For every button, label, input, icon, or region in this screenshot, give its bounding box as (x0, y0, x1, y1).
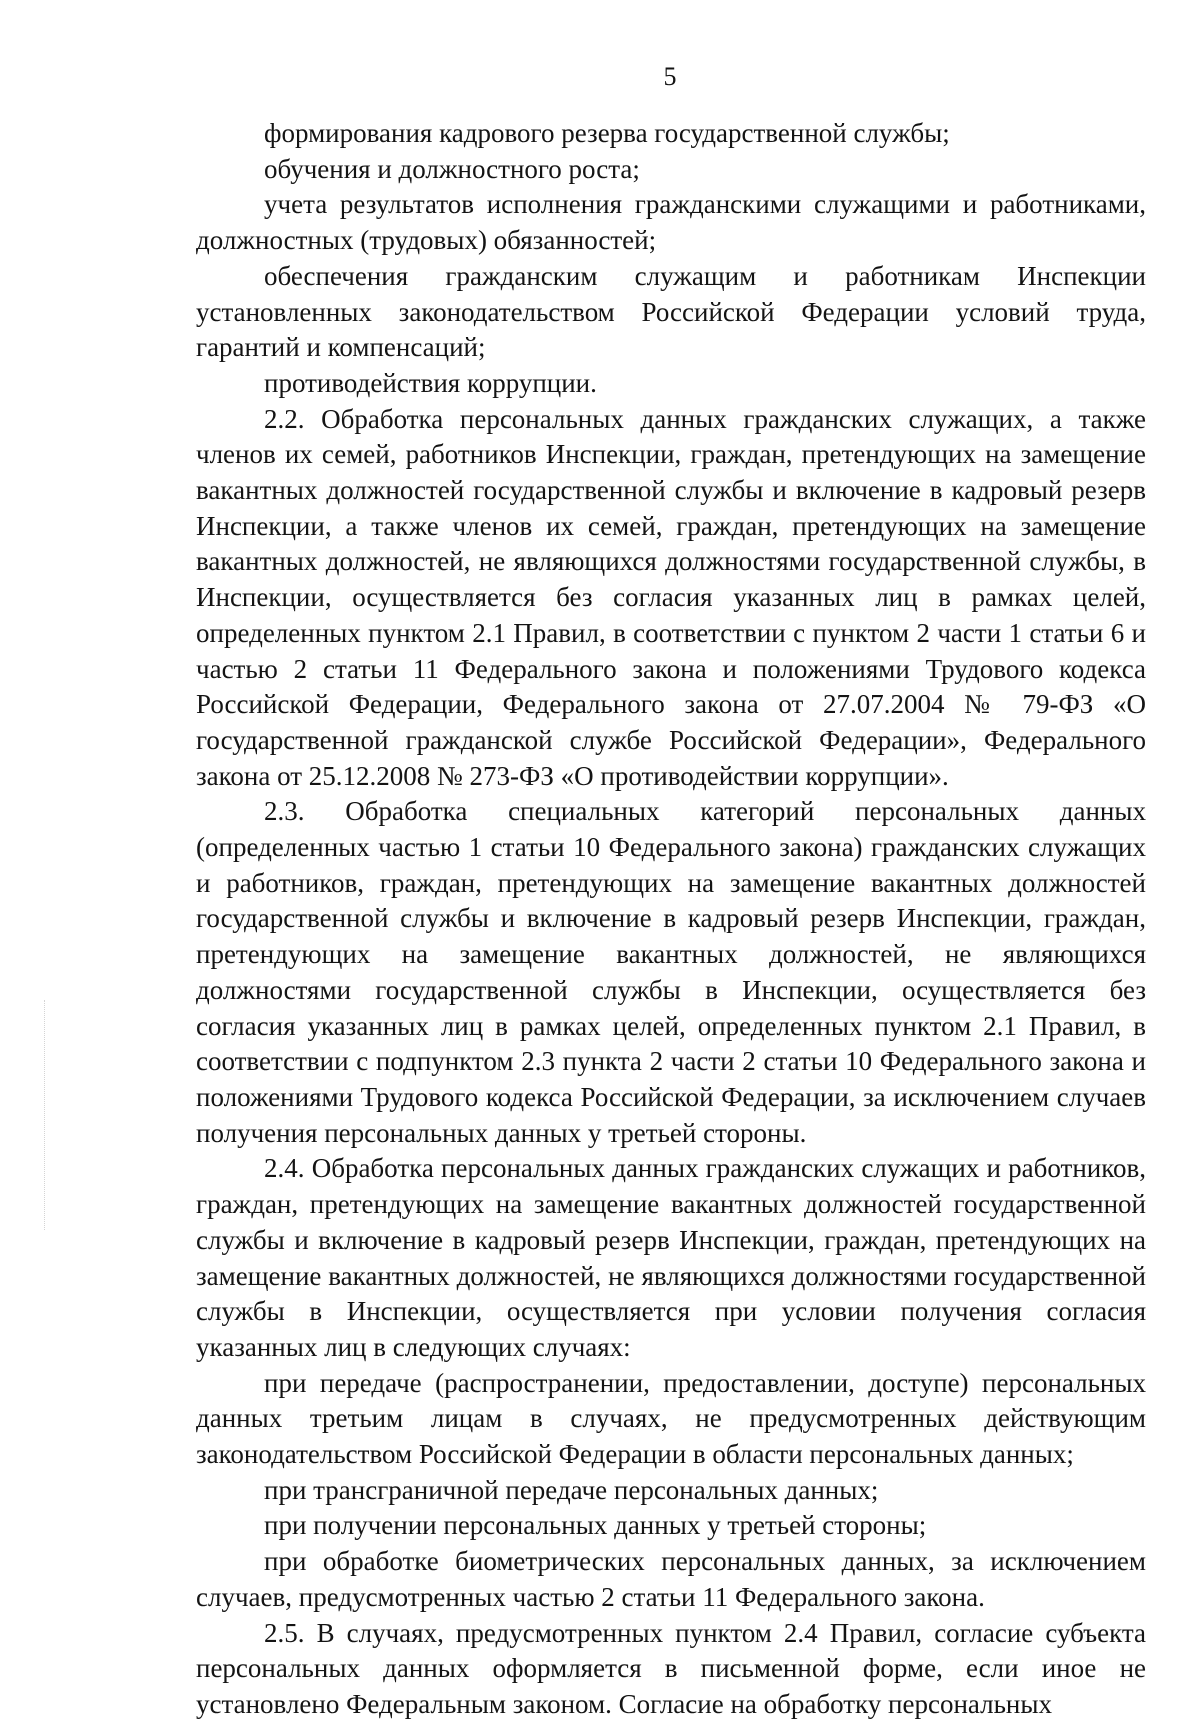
paragraph-case-biometric: при обработке биометрических персональных данных, за исключением случаев, предусмотренных частью 2 статьи 11 Федерального закона. (196, 1546, 1146, 1612)
paragraph-case-transfer: при передаче (распространении, предоставлении, доступе) персональных данных третьим лицам в случаях, не предусмотренных действующим законодательством Российской Федерации в области персональных данных; (196, 1367, 1146, 1470)
paragraph-purpose-anticorruption: противодействия коррупции. (264, 367, 597, 398)
paragraph-purpose-conditions: обеспечения гражданским служащим и работникам Инспекции установленных законодательством Российской Федерации условий труда, гарантий и компенсаций; (196, 260, 1146, 363)
paragraph-case-crossborder: при трансграничной передаче персональных данных; (264, 1474, 879, 1505)
paragraph-case-third-party: при получении персональных данных у третьей стороны; (264, 1510, 927, 1541)
paragraph-purpose-training: обучения и должностного роста; (264, 153, 640, 184)
paragraph-2-4: 2.4. Обработка персональных данных гражданских служащих и работников, граждан, претендующих на замещение вакантных должностей государственной службы и включение в кадровый резерв Инспекции, граждан, претендующих на замещение вакантных должностей, не являющихся должностями государственной службы в Инспекции, осуществляется при условии получения согласия указанных лиц в следующих случаях: (196, 1153, 1146, 1362)
scan-margin-mark (44, 1000, 47, 1230)
document-body (196, 116, 1146, 1723)
paragraph-2-2: 2.2. Обработка персональных данных гражданских служащих, а также членов их семей, работников Инспекции, граждан, претендующих на замещение вакантных должностей государственной службы и включение в кадровый резерв Инспекции, а также членов их семей, граждан, претендующих на замещение вакантных должностей, не являющихся должностями государственной службы, в Инспекции, осуществляется без согласия указанных лиц в рамках целей, определенных пунктом 2.1 Правил, в соответствии с пунктом 2 части 1 статьи 6 и частью 2 статьи 11 Федерального закона и положениями Трудового кодекса Российской Федерации, Федерального закона от 27.07.2004 № 79-ФЗ «О государственной гражданской службе Российской Федерации», Федерального закона от 25.12.2008 № 273-ФЗ «О противодействии коррупции». (196, 403, 1146, 791)
paragraph-2-3: 2.3. Обработка специальных категорий персональных данных (определенных частью 1 статьи 10 Федерального закона) гражданских служащих и работников, граждан, претендующих на замещение вакантных должностей государственной службы и включение в кадровый резерв Инспекции, граждан, претендующих на замещение вакантных должностей, не являющихся должностями государственной службы в Инспекции, осуществляется без согласия указанных лиц в рамках целей, определенных пунктом 2.1 Правил, в соответствии с подпунктом 2.3 пункта 2 части 2 статьи 10 Федерального закона и положениями Трудового кодекса Российской Федерации, за исключением случаев получения персональных данных у третьей стороны. (196, 796, 1146, 1148)
page-number: 5 (663, 62, 677, 91)
paragraph-purpose-reserve: формирования кадрового резерва государственной службы; (264, 118, 950, 148)
paragraph-2-5: 2.5. В случаях, предусмотренных пунктом 2.4 Правил, согласие субъекта персональных данных оформляется в письменной форме, если иное не установлено Федеральным законом. Согласие на обработку персональных (196, 1617, 1146, 1719)
paragraph-purpose-accounting: учета результатов исполнения гражданскими служащими и работниками, должностных (трудовых) обязанностей; (196, 189, 1146, 256)
